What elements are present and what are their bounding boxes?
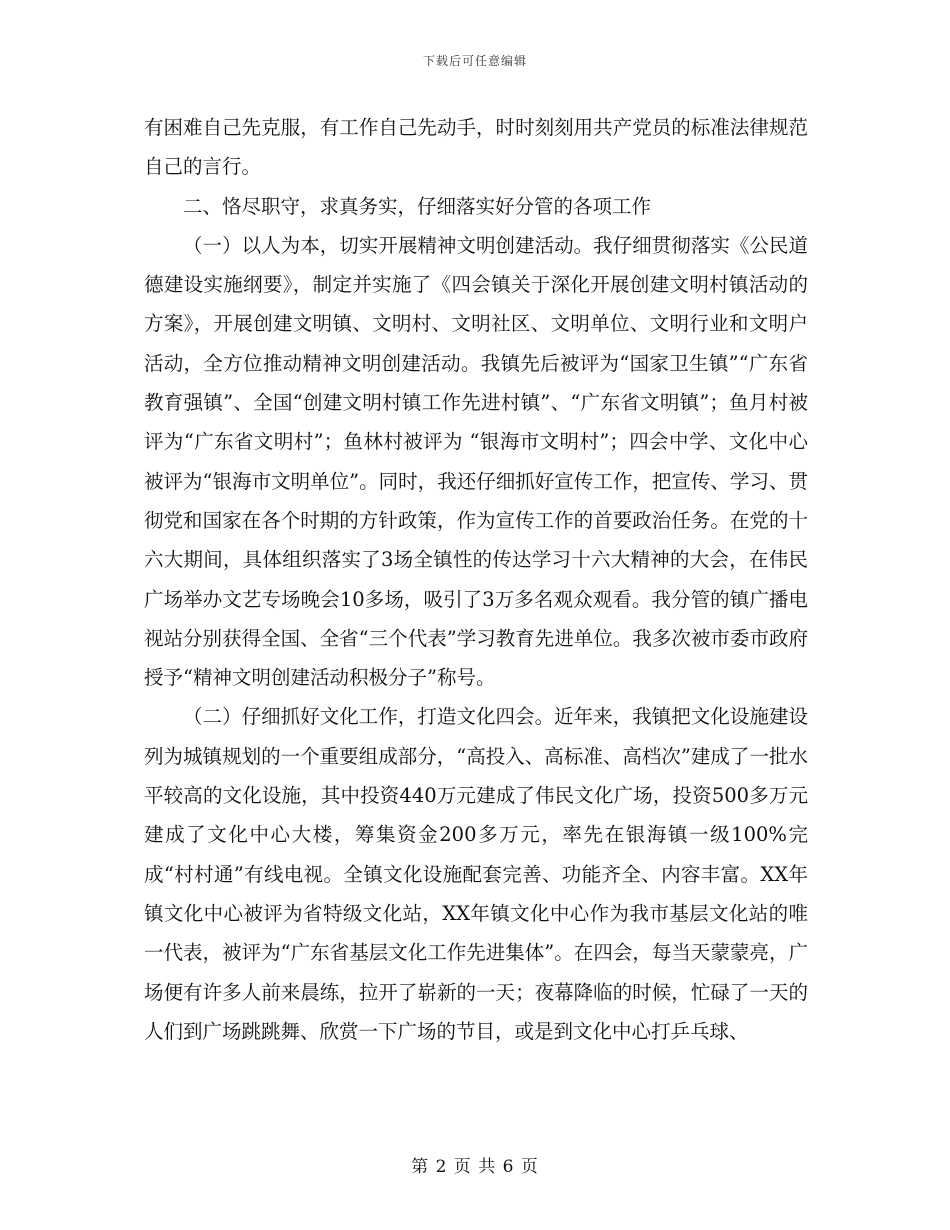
paragraph-spiritual-civilization: （一）以人为本，切实开展精神文明创建活动。我仔细贯彻落实《公民道德建设实施纲要》，制定并实施了《四会镇关于深化开展创建文明村镇活动的方案》，开展创建文明镇、文明村、文明社区、文明单位、文明行业和文明户活动，全方位推动精神文明创建活动。我镇先后被评为“国家卫生镇”“广东省教育强镇”、全国“创建文明村镇工作先进村镇”、“广东省文明镇”；鱼月村被评为“广东省文明村”；鱼林村被评为 “银海市文明村”；四会中学、文化中心被评为“银海市文明单位”。同时，我还仔细抓好宣传工作，把宣传、学习、贯彻党和国家在各个时期的方针政策，作为宣传工作的首要政治任务。在党的十六大期间，具体组织落实了3场全镇性的传达学习十六大精神的大会，在伟民广场举办文艺专场晚会10多场，吸引了3万多名观众观看。我分管的镇广播电视站分别获得全国、全省“三个代表”学习教育先进单位。我多次被市委市政府授予“精神文明创建活动积极分子”称号。 [144, 233, 808, 690]
page-number: 第 2 页 共 6 页 [411, 1157, 539, 1177]
page-header-note: 下载后可任意编辑 [422, 54, 527, 68]
paragraph-culture-work: （二）仔细抓好文化工作，打造文化四会。近年来，我镇把文化设施建设列为城镇规划的一个重要组成部分，“高投入、高标准、高档次”建成了一批水平较高的文化设施，其中投资440万元建成了伟民文化广场，投资500多万元建成了文化中心大楼，筹集资金200多万元，率先在银海镇一级100%完成“村村通”有线电视。全镇文化设施配套完善、功能齐全、内容丰富。XX年镇文化中心被评为省特级文化站，XX年镇文化中心作为我市基层文化站的唯一代表，被评为“广东省基层文化工作先进集体”。在四会，每当天蒙蒙亮，广场便有许多人前来晨练，拉开了崭新的一天；夜幕降临的时候，忙碌了一天的人们到广场跳跳舞、欣赏一下广场的节目，或是到文化中心打乒乓球、 [144, 705, 808, 1043]
document-body [144, 108, 808, 1051]
section-heading: 二、恪尽职守，求真务实，仔细落实好分管的各项工作 [183, 194, 652, 218]
paragraph-continuation: 有困难自己先克服，有工作自己先动手，时时刻刻用共产党员的标准法律规范自己的言行。 [144, 116, 808, 179]
